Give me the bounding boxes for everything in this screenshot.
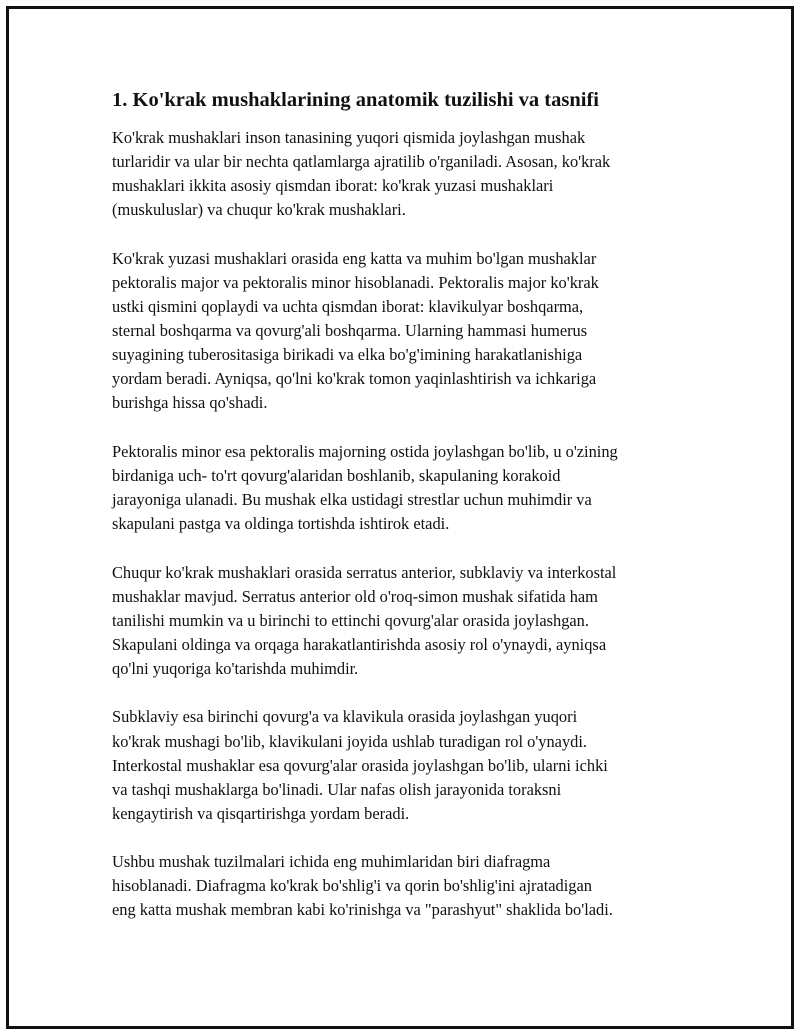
paragraph-line: Interkostal mushaklar esa qovurg'alar orasida joylashgan bo'lib, ularni ichki (112, 755, 608, 775)
paragraph-line: Ko'krak mushaklari inson tanasining yuqori qismida joylashgan mushak (112, 128, 586, 147)
paragraph-line: qo'lni yuqoriga ko'tarishda muhimdir. (112, 658, 359, 678)
paragraph-line: hisoblanadi. Diafragma ko'krak bo'shlig'i va qorin bo'shlig'ini ajratadigan (112, 876, 592, 896)
paragraph (112, 850, 688, 922)
paragraph-line: turlaridir va ular bir nechta qatlamlarga ajratilib o'rganiladi. Asosan, ko'krak (112, 152, 611, 172)
section-heading: 1. Ko'krak mushaklarining anatomik tuzilishi va tasnifi (112, 89, 599, 111)
document-body (112, 86, 688, 947)
paragraph-line: jarayoniga ulanadi. Bu mushak elka ustidagi strestlar uchun muhimdir va (112, 490, 592, 509)
paragraph-line: pektoralis major va pektoralis minor hisoblanadi. Pektoralis major ko'krak (112, 272, 599, 292)
paragraph-line: Pektoralis minor esa pektoralis majorning ostida joylashgan bo'lib, u o'zining (112, 441, 618, 461)
paragraph-line: mushaklar mavjud. Serratus anterior old o'roq-simon mushak sifatida ham (112, 586, 598, 606)
paragraph-line: birdaniga uch- to'rt qovurg'alaridan boshlanib, skapulaning korakoid (112, 465, 561, 485)
paragraph (112, 561, 688, 681)
paragraph-line: skapulani pastga va oldinga tortishda ishtirok etadi. (112, 514, 450, 534)
paragraph (112, 705, 688, 825)
paragraph-line: suyagining tuberositasiga birikadi va elka bo'g'imining harakatlanishiga (112, 345, 583, 365)
paragraph-line: ustki qismini qoplaydi va uchta qismdan iborat: klavikulyar boshqarma, (112, 296, 584, 316)
paragraph-line: Ushbu mushak tuzilmalari ichida eng muhimlaridan biri diafragma (112, 852, 551, 872)
paragraph-line: burishga hissa qo'shadi. (112, 393, 268, 413)
paragraph-line: Ko'krak yuzasi mushaklari orasida eng katta va muhim bo'lgan mushaklar (112, 248, 597, 268)
paragraph-line: eng katta mushak membran kabi ko'rinishga va "parashyut" shaklida bo'ladi. (112, 900, 613, 920)
paragraph-line: yordam beradi. Ayniqsa, qo'lni ko'krak tomon yaqinlashtirish va ichkariga (112, 369, 597, 389)
paragraph-line: kengaytirish va qisqartirishga yordam beradi. (112, 803, 410, 823)
paragraph (112, 440, 688, 536)
paragraph-line: Chuqur ko'krak mushaklari orasida serratus anterior, subklaviy va interkostal (112, 562, 617, 582)
paragraph-line: tanilishi mumkin va u birinchi to ettinchi qovurg'alar orasida joylashgan. (112, 610, 589, 630)
paragraph (112, 126, 688, 222)
paragraph-line: sternal boshqarma va qovurg'ali boshqarma. Ularning hammasi humerus (112, 321, 588, 341)
paragraph-list (112, 126, 688, 923)
paragraph-line: (muskuluslar) va chuqur ko'krak mushaklari. (112, 200, 406, 220)
paragraph-line: Skapulani oldinga va orqaga harakatlantirishda asosiy rol o'ynaydi, ayniqsa (112, 634, 607, 654)
paragraph (112, 247, 688, 416)
paragraph-line: va tashqi mushaklarga bo'linadi. Ular nafas olish jarayonida toraksni (112, 779, 562, 799)
paragraph-line: Subklaviy esa birinchi qovurg'a va klavikula orasida joylashgan yuqori (112, 707, 578, 727)
paragraph-line: ko'krak mushagi bo'lib, klavikulani joyida ushlab turadigan rol o'ynaydi. (112, 731, 588, 751)
paragraph-line: mushaklari ikkita asosiy qismdan iborat: ko'krak yuzasi mushaklari (112, 176, 554, 196)
